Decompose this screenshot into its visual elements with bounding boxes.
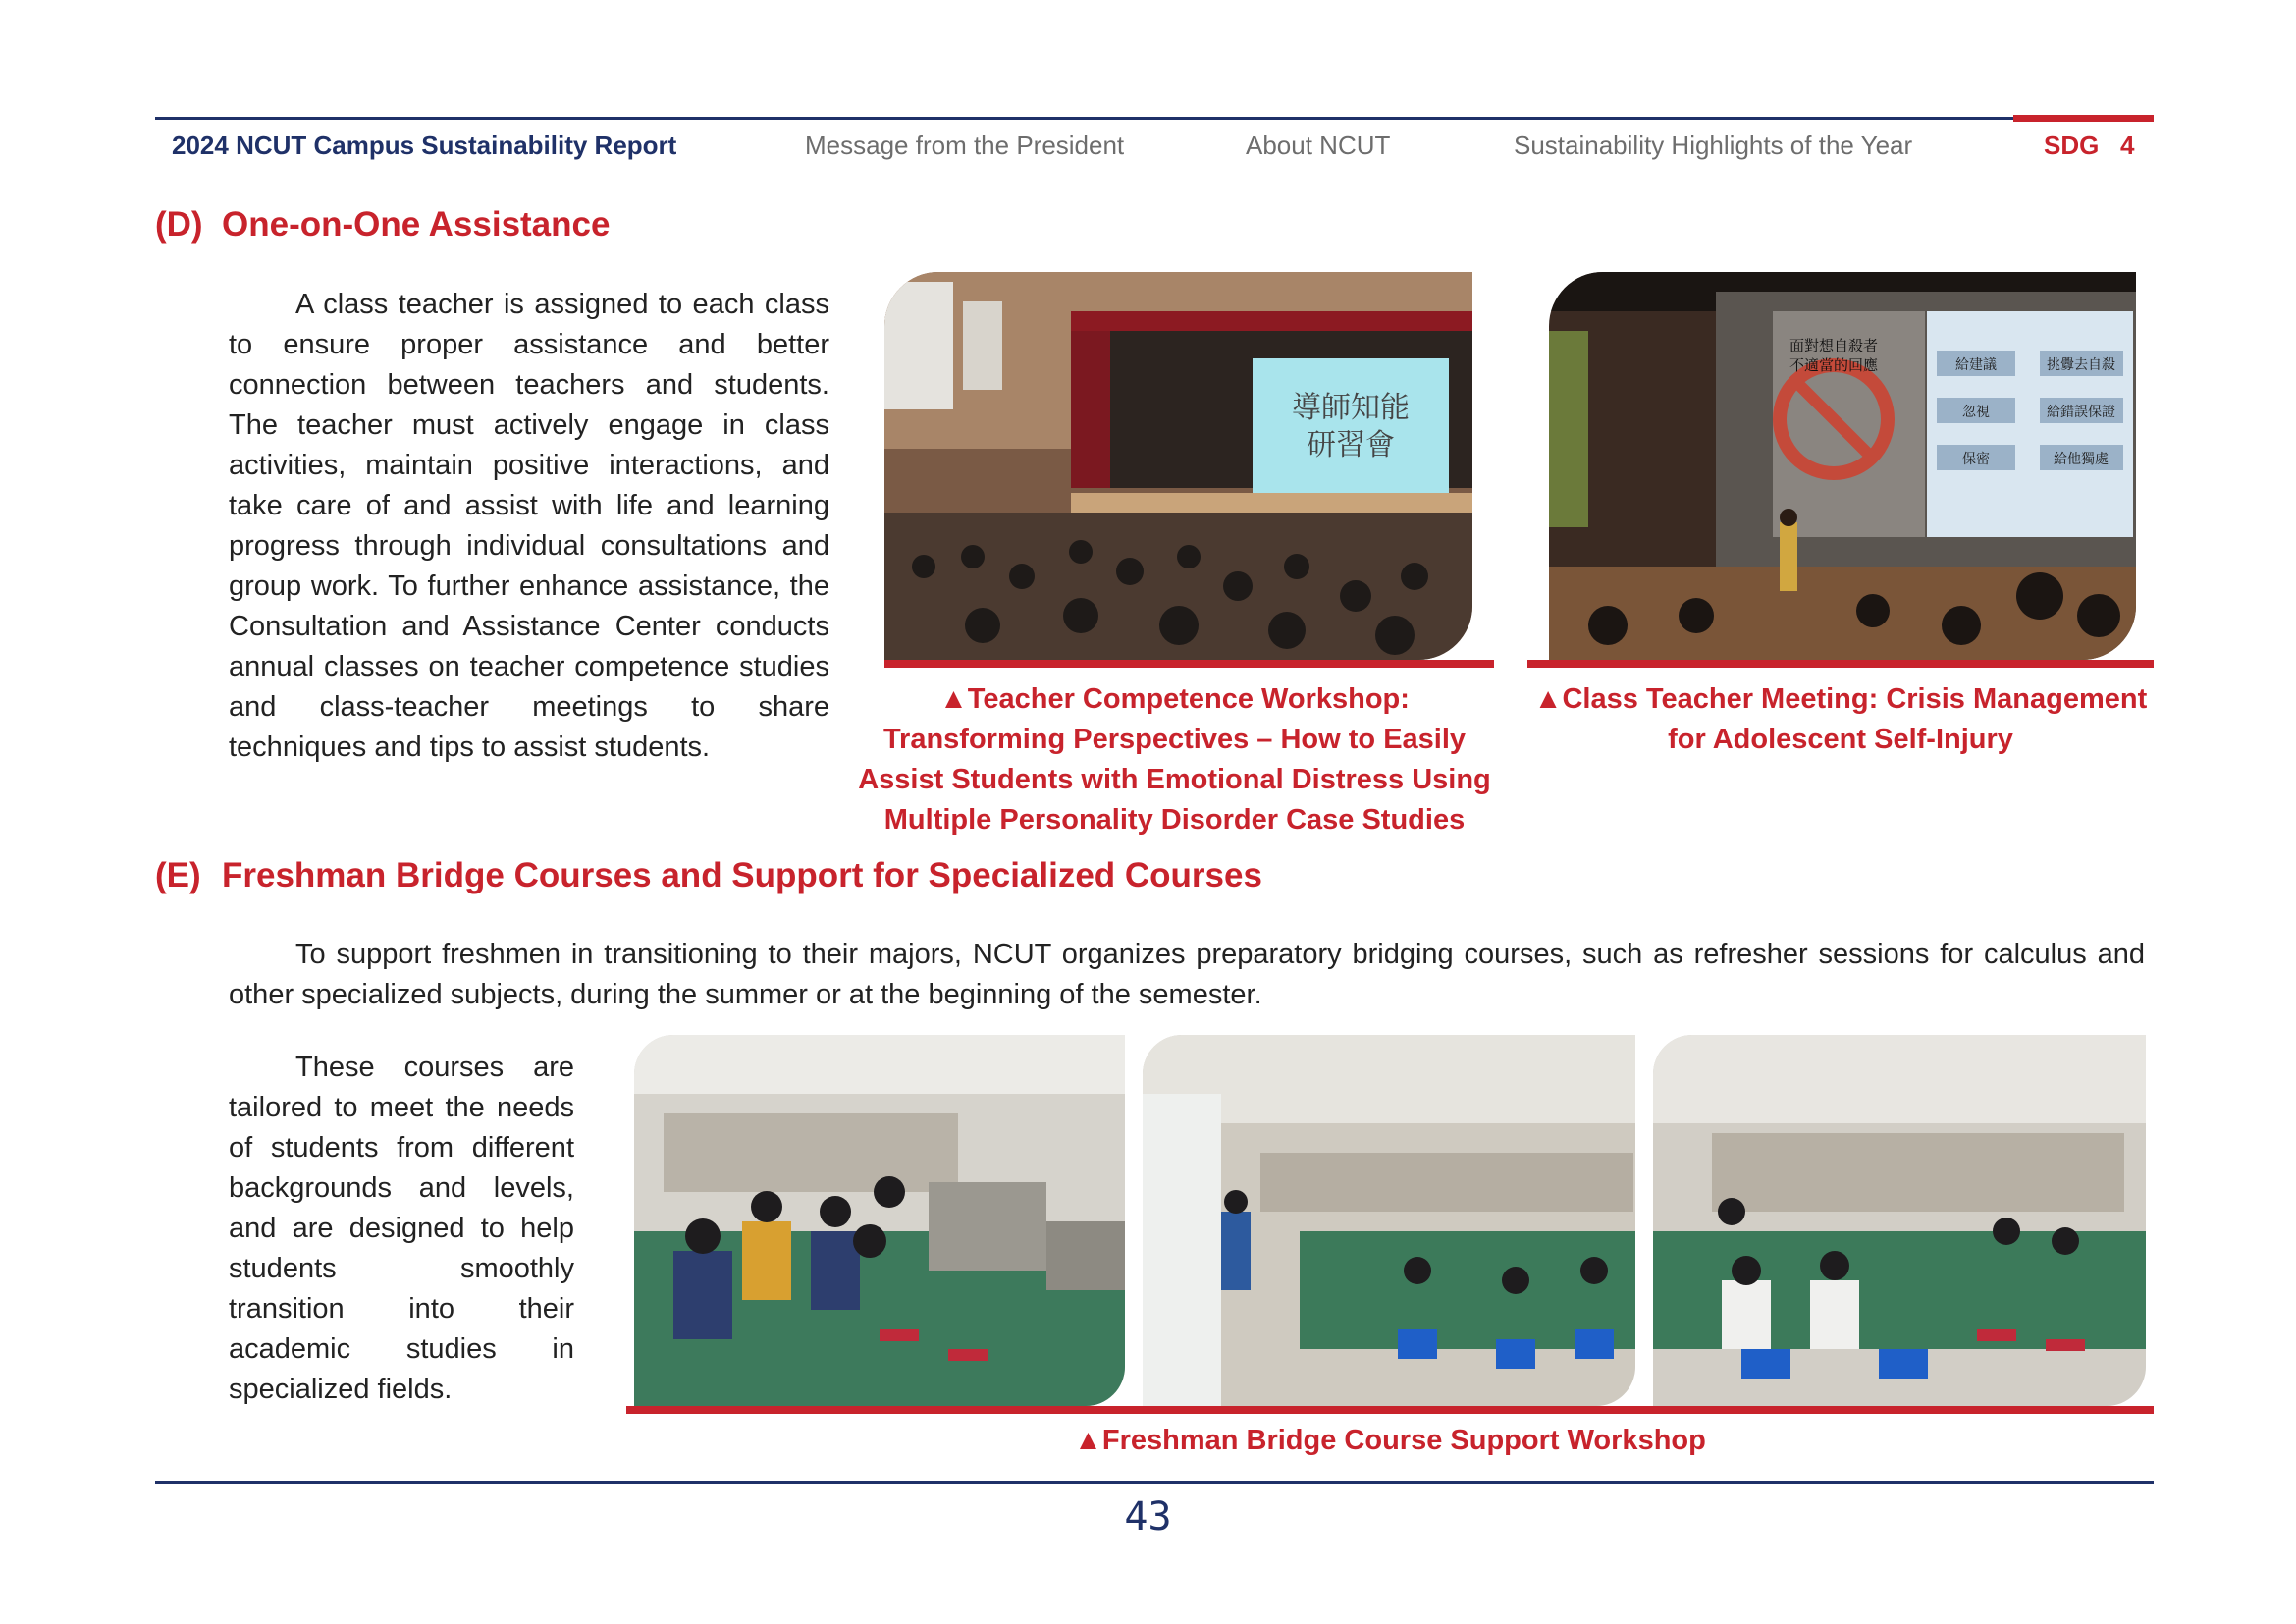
- bridge-course-photo-3: [1653, 1035, 2146, 1406]
- header-rule: [155, 117, 2018, 120]
- section-d-number: (D): [155, 205, 203, 244]
- bridge-course-photo-2: [1143, 1035, 1635, 1406]
- meeting-slide-item-1: 給建議: [1955, 357, 1997, 373]
- slide-text-line-1: 導師知能: [1292, 391, 1410, 425]
- meeting-slide-item-4: 給錯誤保證: [2047, 405, 2115, 420]
- section-e-heading: [155, 856, 1262, 895]
- class-teacher-meeting-caption: ▲Class Teacher Meeting: Crisis Management for Adolescent Self-Injury: [1533, 683, 2148, 755]
- bridge-course-photo-1: [634, 1035, 1125, 1406]
- section-d-title: One-on-One Assistance: [222, 205, 611, 244]
- sdg-label: SDG: [2044, 131, 2100, 160]
- section-e-number: (E): [155, 856, 201, 894]
- meeting-slide-item-3: 忽視: [1962, 405, 1990, 420]
- slide-text-line-2: 研習會: [1307, 428, 1395, 462]
- bridge-course-caption: ▲Freshman Bridge Course Support Workshop: [1074, 1425, 1706, 1456]
- report-title: 2024 NCUT Campus Sustainability Report: [172, 131, 677, 160]
- meeting-slide-heading-2: 不適當的回應: [1789, 356, 1879, 374]
- section-e-intro: To support freshmen in transitioning to their majors, NCUT organizes preparatory bridging courses, such as refresher sessions for calculus and other specialized subjects, during the summer or at the beginning of the semester.: [229, 939, 2145, 1010]
- section-d-heading: [155, 205, 610, 244]
- meeting-slide-item-2: 挑釁去自殺: [2047, 357, 2115, 373]
- meeting-slide-item-6: 給他獨處: [2054, 452, 2109, 467]
- meeting-slide-item-5: 保密: [1962, 452, 1990, 467]
- nav-message-president[interactable]: Message from the President: [805, 131, 1125, 160]
- teacher-workshop-photo: [884, 272, 1472, 660]
- section-e-body: These courses are tailored to meet the needs of students from different backgrounds and levels, and are designed to help students smoothly transition into their academic studies in specialized fields.: [229, 1052, 574, 1405]
- teacher-workshop-caption: ▲Teacher Competence Workshop: Transforming Perspectives – How to Easily Assist Students with Emotional Distress Using Multiple Personality Disorder Case Studies: [858, 683, 1491, 836]
- header-red-tab: [2013, 115, 2154, 122]
- bridge-course-underline: [626, 1406, 2154, 1414]
- nav-sustainability-highlights[interactable]: Sustainability Highlights of the Year: [1514, 131, 1913, 160]
- sdg-number: 4: [2120, 131, 2135, 160]
- class-teacher-meeting-underline: [1527, 660, 2154, 668]
- footer-rule: [155, 1481, 2154, 1484]
- page-number: 43: [1124, 1494, 1172, 1540]
- class-teacher-meeting-photo: [1549, 272, 2136, 660]
- section-d-body: A class teacher is assigned to each class to ensure proper assistance and better connection between teachers and students. The teacher must actively engage in class activities, maintain positive interactions, and take care of and assist with life and learning progress through individual consultations and group work. To further enhance assistance, the Consultation and Assistance Center conducts annual classes on teacher competence studies and class-teacher meetings to share techniques and tips to assist students.: [229, 289, 829, 763]
- teacher-workshop-underline: [884, 660, 1494, 668]
- nav-about-ncut[interactable]: About NCUT: [1246, 131, 1391, 160]
- meeting-slide-heading-1: 面對想自殺者: [1789, 337, 1879, 354]
- section-e-title: Freshman Bridge Courses and Support for Specialized Courses: [222, 856, 1262, 894]
